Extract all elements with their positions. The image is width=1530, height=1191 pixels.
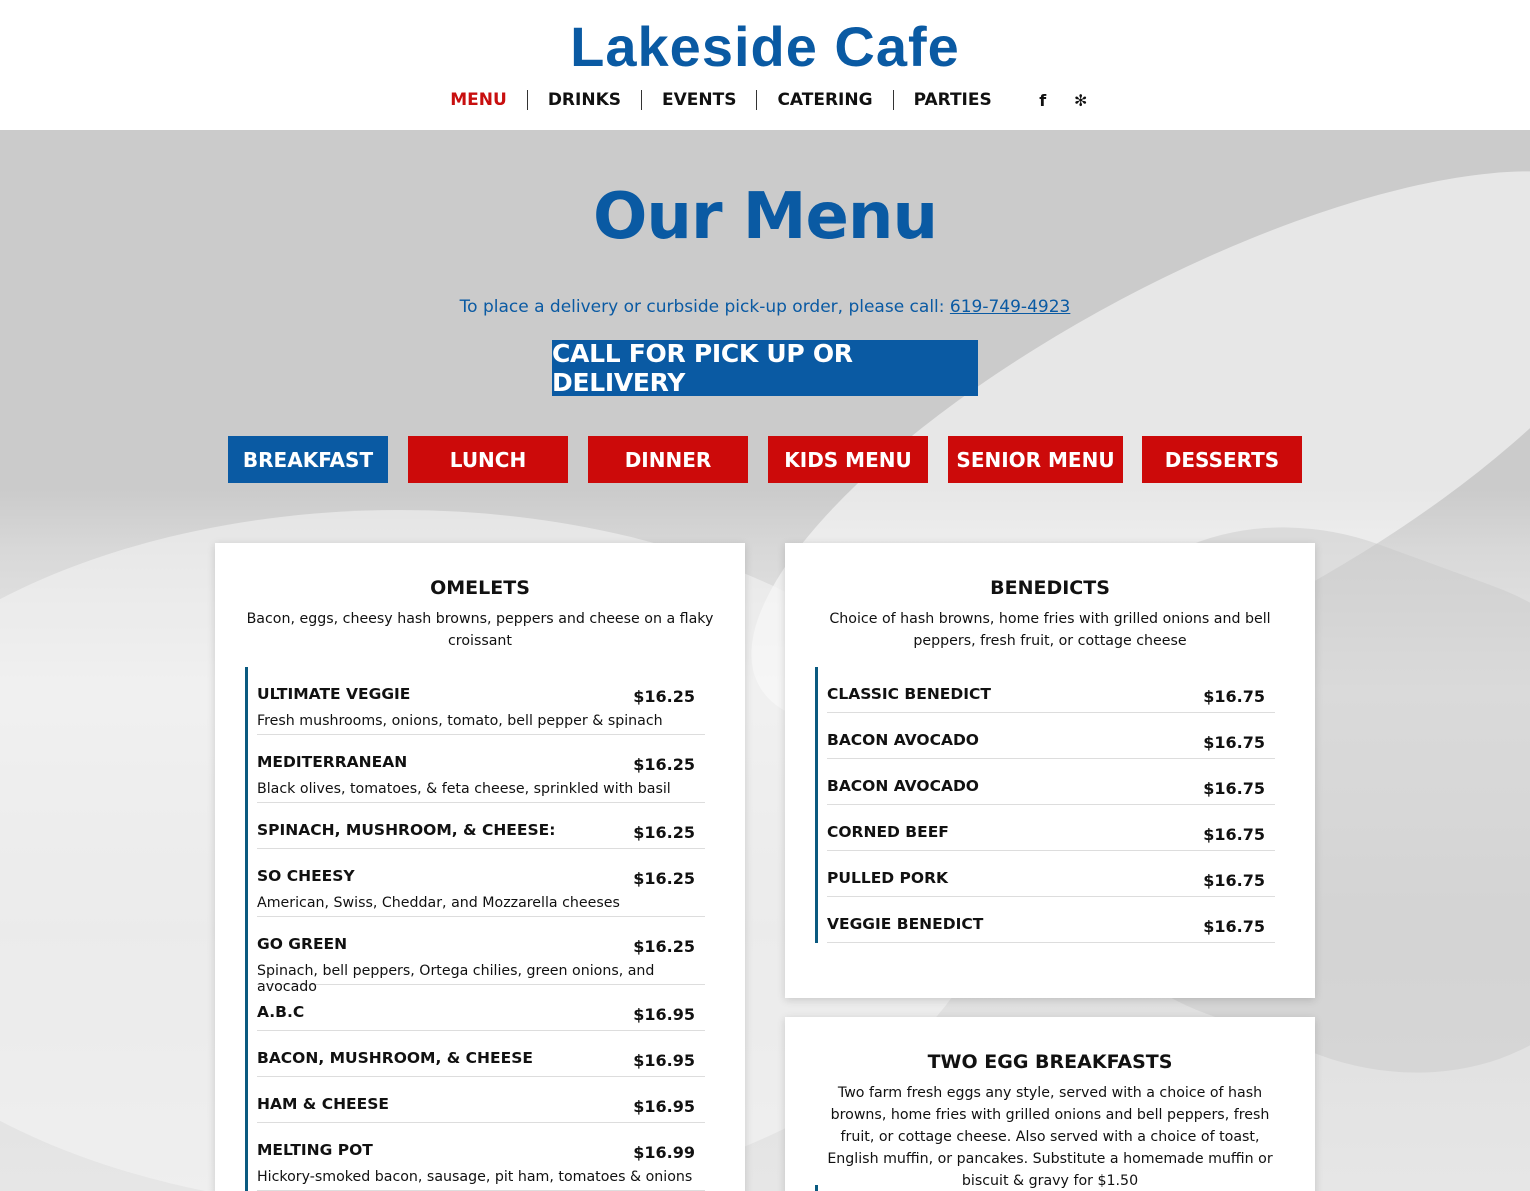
item-name: HAM & CHEESE	[257, 1095, 389, 1113]
item-name: MELTING POT	[257, 1141, 373, 1159]
site-header	[0, 0, 1530, 130]
menu-item-list	[815, 667, 1275, 943]
call-button[interactable]: CALL FOR PICK UP OR DELIVERY	[552, 340, 978, 396]
section-description: Bacon, eggs, cheesy hash browns, peppers and cheese on a flaky croissant	[246, 611, 714, 649]
item-price: $16.75	[1203, 733, 1265, 752]
menu-item	[257, 803, 705, 849]
item-price: $16.25	[633, 823, 695, 842]
item-name: SO CHEESY	[257, 867, 355, 885]
menu-item	[827, 851, 1275, 897]
menu-item	[257, 1123, 705, 1191]
menu-item	[827, 667, 1275, 713]
item-price: $16.25	[633, 687, 695, 706]
item-price: $16.75	[1203, 871, 1265, 890]
tab-breakfast[interactable]: BREAKFAST	[228, 436, 388, 483]
omelets-card	[215, 543, 745, 1191]
section-title: OMELETS	[430, 577, 530, 599]
item-name: BACON, MUSHROOM, & CHEESE	[257, 1049, 533, 1067]
nav-item-drinks[interactable]: DRINKS	[528, 90, 642, 110]
menu-item	[827, 759, 1275, 805]
section-description: Choice of hash browns, home fries with grilled onions and bell peppers, fresh fruit, or cottage cheese	[829, 611, 1271, 649]
menu-item	[257, 735, 705, 803]
item-price: $16.95	[633, 1051, 695, 1070]
menu-item	[827, 805, 1275, 851]
facebook-icon[interactable]: f	[1039, 90, 1047, 110]
item-name: ULTIMATE VEGGIE	[257, 685, 411, 703]
menu-item	[257, 917, 705, 995]
item-description: American, Swiss, Cheddar, and Mozzarella cheeses	[257, 895, 620, 911]
item-price: $16.95	[633, 1097, 695, 1116]
list-accent-bar	[815, 1185, 818, 1191]
social-links	[1024, 91, 1100, 110]
benedicts-card	[785, 543, 1315, 998]
item-name: MEDITERRANEAN	[257, 753, 408, 771]
nav-item-events[interactable]: EVENTS	[642, 90, 757, 110]
menu-item	[827, 713, 1275, 759]
tab-dinner[interactable]: DINNER	[588, 436, 748, 483]
menu-item-list	[245, 667, 705, 1191]
item-name: BACON AVOCADO	[827, 777, 979, 795]
page-title: Our Menu	[592, 180, 938, 254]
item-name: CLASSIC BENEDICT	[827, 685, 991, 703]
item-description: Spinach, bell peppers, Ortega chilies, green onions, and avocado	[257, 963, 655, 995]
item-price: $16.25	[633, 755, 695, 774]
item-description: Fresh mushrooms, onions, tomato, bell pepper & spinach	[257, 713, 663, 729]
item-price: $16.95	[633, 1005, 695, 1024]
item-price: $16.75	[1203, 779, 1265, 798]
item-price: $16.25	[633, 937, 695, 956]
order-call-text: To place a delivery or curbside pick-up order, please call:	[459, 297, 950, 317]
item-description: Hickory-smoked bacon, sausage, pit ham, tomatoes & onions	[257, 1169, 693, 1185]
section-description: Two farm fresh eggs any style, served with a choice of hash browns, home fries with grilled onions and bell peppers, fresh fruit, or cottage cheese. Also served with a choice of toast, English muffin, or pancakes. Substitute a homemade muffin or biscuit & gravy for $1.50	[827, 1085, 1273, 1189]
menu-item	[257, 667, 705, 735]
nav-item-parties[interactable]: PARTIES	[913, 90, 992, 110]
item-price: $16.75	[1203, 687, 1265, 706]
site-logo[interactable]: Lakeside Cafe	[570, 15, 960, 78]
item-name: A.B.C	[257, 1003, 305, 1021]
main-nav	[0, 90, 1530, 110]
nav-item-menu[interactable]: MENU	[430, 90, 528, 110]
order-call-line	[0, 297, 1530, 317]
menu-item	[257, 985, 705, 1031]
menu-item	[257, 1077, 705, 1123]
tab-kids-menu[interactable]: KIDS MENU	[768, 436, 928, 483]
item-price: $16.75	[1203, 825, 1265, 844]
nav-item-catering[interactable]: CATERING	[757, 90, 893, 110]
yelp-icon[interactable]: ✻	[1074, 90, 1088, 110]
section-title: TWO EGG BREAKFASTS	[927, 1051, 1173, 1073]
item-price: $16.99	[633, 1143, 695, 1162]
item-price: $16.75	[1203, 917, 1265, 936]
item-name: SPINACH, MUSHROOM, & CHEESE:	[257, 821, 556, 839]
item-name: GO GREEN	[257, 935, 348, 953]
tab-lunch[interactable]: LUNCH	[408, 436, 568, 483]
phone-link[interactable]: 619-749-4923	[949, 297, 1071, 317]
menu-item	[827, 897, 1275, 943]
two-egg-card	[785, 1017, 1315, 1191]
section-title: BENEDICTS	[990, 577, 1110, 599]
item-name: BACON AVOCADO	[827, 731, 979, 749]
item-name: VEGGIE BENEDICT	[827, 915, 984, 933]
item-name: PULLED PORK	[827, 869, 949, 887]
tab-senior-menu[interactable]: SENIOR MENU	[948, 436, 1123, 483]
tab-desserts[interactable]: DESSERTS	[1142, 436, 1302, 483]
menu-item	[257, 849, 705, 917]
item-name: CORNED BEEF	[827, 823, 949, 841]
item-description: Black olives, tomatoes, & feta cheese, sprinkled with basil	[257, 781, 671, 797]
item-price: $16.25	[633, 869, 695, 888]
menu-item	[257, 1031, 705, 1077]
